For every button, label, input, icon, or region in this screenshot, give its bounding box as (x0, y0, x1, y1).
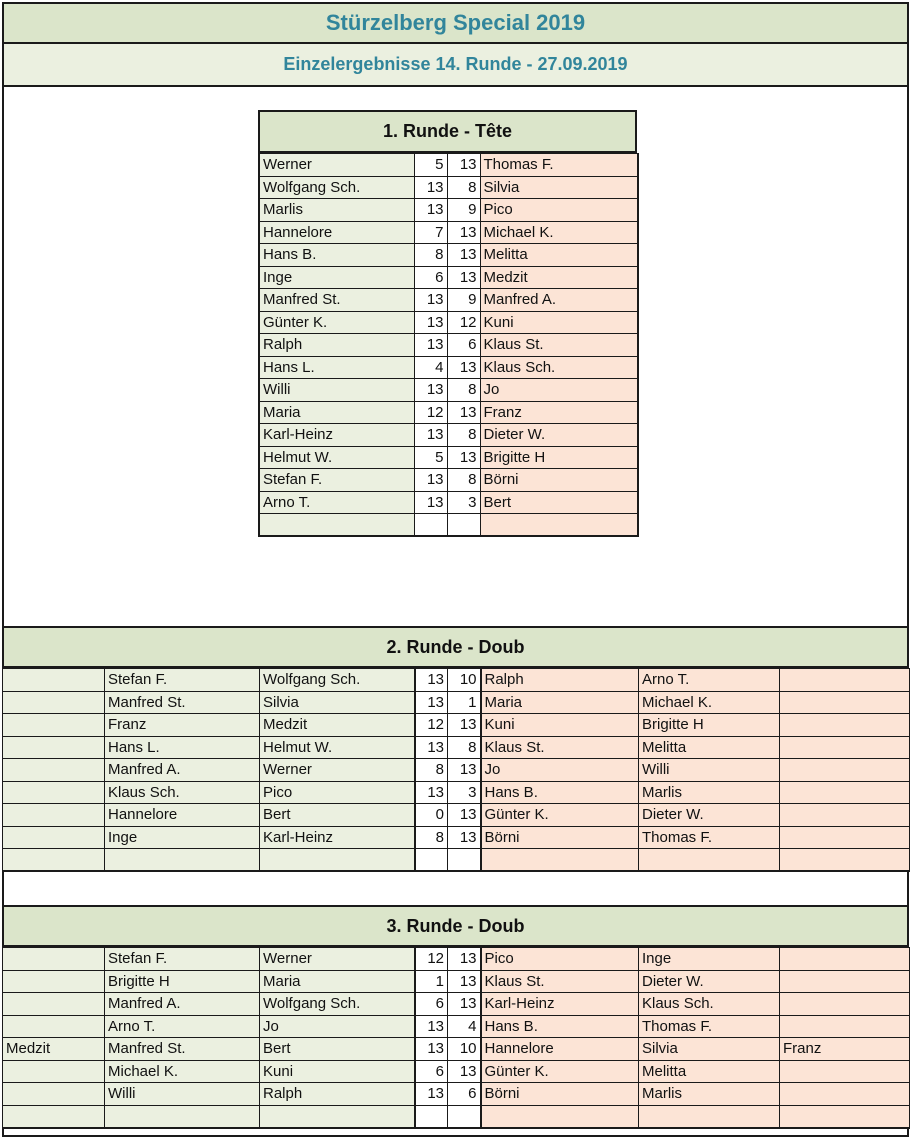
player-a: Hans L. (259, 356, 414, 379)
player-b2 (639, 1105, 780, 1128)
player-b1: Jo (481, 759, 639, 782)
table-row (259, 491, 638, 514)
table-row (3, 781, 910, 804)
score-b: 13 (448, 826, 481, 849)
player-a1: Willi (105, 1083, 260, 1106)
player-a1: Manfred St. (105, 1038, 260, 1061)
player-b1: Klaus St. (481, 736, 639, 759)
table-row (259, 176, 638, 199)
score-b: 13 (447, 401, 480, 424)
score-a: 13 (414, 491, 447, 514)
score-b: 8 (448, 736, 481, 759)
score-b: 13 (448, 1060, 481, 1083)
player-a0 (3, 781, 105, 804)
player-a1: Manfred A. (105, 993, 260, 1016)
score-b: 13 (448, 759, 481, 782)
player-a2: Wolfgang Sch. (260, 993, 415, 1016)
player-a2: Maria (260, 970, 415, 993)
player-b3 (780, 1060, 910, 1083)
score-b: 10 (448, 669, 481, 692)
round2-title: 2. Runde - Doub (2, 626, 909, 668)
table-row (259, 154, 638, 177)
player-b2: Dieter W. (639, 970, 780, 993)
player-a: Manfred St. (259, 289, 414, 312)
player-a0 (3, 948, 105, 971)
player-a: Günter K. (259, 311, 414, 334)
player-b3 (780, 1015, 910, 1038)
player-b2: Inge (639, 948, 780, 971)
round2-table (2, 668, 910, 872)
player-a0 (3, 714, 105, 737)
player-b2: Arno T. (639, 669, 780, 692)
table-row (3, 1060, 910, 1083)
player-a0 (3, 736, 105, 759)
player-a1: Manfred A. (105, 759, 260, 782)
round3-title: 3. Runde - Doub (2, 905, 909, 947)
player-a1: Inge (105, 826, 260, 849)
player-a2: Ralph (260, 1083, 415, 1106)
table-row (259, 401, 638, 424)
player-a1: Michael K. (105, 1060, 260, 1083)
player-b3 (780, 736, 910, 759)
player-b1: Klaus St. (481, 970, 639, 993)
player-b2: Thomas F. (639, 1015, 780, 1038)
player-b3 (780, 1105, 910, 1128)
score-b: 13 (448, 970, 481, 993)
player-b1: Kuni (481, 714, 639, 737)
player-b3 (780, 993, 910, 1016)
player-b: Bert (480, 491, 638, 514)
player-b: Kuni (480, 311, 638, 334)
score-b: 13 (448, 714, 481, 737)
player-b: Michael K. (480, 221, 638, 244)
player-a0 (3, 826, 105, 849)
player-b: Jo (480, 379, 638, 402)
player-b1: Maria (481, 691, 639, 714)
score-a: 13 (415, 1038, 448, 1061)
player-a2: Karl-Heinz (260, 826, 415, 849)
player-b: Klaus Sch. (480, 356, 638, 379)
score-b: 9 (447, 199, 480, 222)
player-b1: Ralph (481, 669, 639, 692)
score-a: 12 (415, 948, 448, 971)
player-b3 (780, 714, 910, 737)
player-a (259, 514, 414, 537)
player-b1 (481, 849, 639, 872)
player-b3: Franz (780, 1038, 910, 1061)
player-b: Börni (480, 469, 638, 492)
score-a (415, 849, 448, 872)
table-row (3, 826, 910, 849)
score-a: 5 (414, 154, 447, 177)
table-row (259, 334, 638, 357)
player-b3 (780, 759, 910, 782)
score-b: 13 (447, 446, 480, 469)
player-a2: Bert (260, 1038, 415, 1061)
table-row (3, 714, 910, 737)
player-a: Willi (259, 379, 414, 402)
table-row (259, 469, 638, 492)
player-a: Arno T. (259, 491, 414, 514)
player-b1: Hans B. (481, 781, 639, 804)
player-b2: Dieter W. (639, 804, 780, 827)
score-b: 9 (447, 289, 480, 312)
table-row (259, 446, 638, 469)
player-b: Klaus St. (480, 334, 638, 357)
player-a: Maria (259, 401, 414, 424)
player-a2: Kuni (260, 1060, 415, 1083)
player-b3 (780, 804, 910, 827)
player-b2: Willi (639, 759, 780, 782)
score-a: 12 (415, 714, 448, 737)
player-a0 (3, 1105, 105, 1128)
player-a1 (105, 1105, 260, 1128)
player-a0: Medzit (3, 1038, 105, 1061)
player-b2 (639, 849, 780, 872)
table-row (259, 199, 638, 222)
player-a: Hannelore (259, 221, 414, 244)
player-b2: Melitta (639, 736, 780, 759)
player-a2: Werner (260, 759, 415, 782)
player-b2: Michael K. (639, 691, 780, 714)
score-b (447, 514, 480, 537)
table-row (3, 1038, 910, 1061)
score-b: 8 (447, 176, 480, 199)
player-a0 (3, 1015, 105, 1038)
score-a: 13 (414, 334, 447, 357)
player-b1: Hannelore (481, 1038, 639, 1061)
player-b3 (780, 669, 910, 692)
score-a (414, 514, 447, 537)
player-b1: Günter K. (481, 1060, 639, 1083)
score-a: 6 (415, 993, 448, 1016)
score-a: 13 (414, 289, 447, 312)
player-b2: Marlis (639, 781, 780, 804)
player-a2: Jo (260, 1015, 415, 1038)
table-row (259, 266, 638, 289)
score-b: 13 (448, 948, 481, 971)
player-a1: Hannelore (105, 804, 260, 827)
player-a2: Werner (260, 948, 415, 971)
score-a: 13 (414, 311, 447, 334)
player-a0 (3, 669, 105, 692)
table-row (3, 691, 910, 714)
player-b1: Börni (481, 1083, 639, 1106)
score-b: 6 (447, 334, 480, 357)
player-b3 (780, 849, 910, 872)
score-a: 13 (414, 176, 447, 199)
player-a: Werner (259, 154, 414, 177)
table-row (259, 244, 638, 267)
player-a2: Silvia (260, 691, 415, 714)
page-subtitle: Einzelergebnisse 14. Runde - 27.09.2019 (2, 44, 909, 87)
player-a2: Medzit (260, 714, 415, 737)
score-a: 13 (414, 379, 447, 402)
player-a: Ralph (259, 334, 414, 357)
player-a1 (105, 849, 260, 872)
player-b2: Klaus Sch. (639, 993, 780, 1016)
player-b2: Silvia (639, 1038, 780, 1061)
player-b3 (780, 970, 910, 993)
table-row (259, 289, 638, 312)
player-b: Franz (480, 401, 638, 424)
table-row (3, 970, 910, 993)
score-a: 13 (415, 1015, 448, 1038)
table-row (3, 759, 910, 782)
table-row (3, 804, 910, 827)
player-b (480, 514, 638, 537)
player-a2: Wolfgang Sch. (260, 669, 415, 692)
score-a: 13 (415, 781, 448, 804)
score-a: 6 (414, 266, 447, 289)
player-b1: Pico (481, 948, 639, 971)
score-a: 13 (414, 199, 447, 222)
player-a2 (260, 849, 415, 872)
player-a0 (3, 849, 105, 872)
player-b2: Thomas F. (639, 826, 780, 849)
player-b: Manfred A. (480, 289, 638, 312)
score-a: 13 (415, 669, 448, 692)
player-b1 (481, 1105, 639, 1128)
score-a: 5 (414, 446, 447, 469)
score-b: 3 (447, 491, 480, 514)
score-b: 13 (447, 221, 480, 244)
score-b: 1 (448, 691, 481, 714)
player-a2: Pico (260, 781, 415, 804)
score-a: 13 (414, 469, 447, 492)
player-a0 (3, 691, 105, 714)
player-a: Hans B. (259, 244, 414, 267)
table-row (259, 221, 638, 244)
score-b: 13 (447, 244, 480, 267)
player-b: Dieter W. (480, 424, 638, 447)
player-a: Helmut W. (259, 446, 414, 469)
player-b1: Karl-Heinz (481, 993, 639, 1016)
table-row (259, 311, 638, 334)
player-a: Karl-Heinz (259, 424, 414, 447)
score-b: 10 (448, 1038, 481, 1061)
player-a0 (3, 1060, 105, 1083)
score-b: 13 (447, 266, 480, 289)
score-b: 13 (447, 154, 480, 177)
score-a: 13 (415, 691, 448, 714)
player-b: Melitta (480, 244, 638, 267)
player-a0 (3, 759, 105, 782)
table-row (259, 356, 638, 379)
score-a: 8 (415, 826, 448, 849)
table-row (3, 993, 910, 1016)
player-a1: Manfred St. (105, 691, 260, 714)
player-a2: Helmut W. (260, 736, 415, 759)
score-a: 12 (414, 401, 447, 424)
score-a: 13 (415, 1083, 448, 1106)
player-a1: Arno T. (105, 1015, 260, 1038)
score-b: 13 (447, 356, 480, 379)
score-b (448, 1105, 481, 1128)
score-a: 0 (415, 804, 448, 827)
page-title: Stürzelberg Special 2019 (2, 2, 909, 44)
player-b3 (780, 826, 910, 849)
table-row (259, 379, 638, 402)
player-b: Medzit (480, 266, 638, 289)
player-b: Silvia (480, 176, 638, 199)
player-b2: Marlis (639, 1083, 780, 1106)
table-row (3, 669, 910, 692)
player-a: Marlis (259, 199, 414, 222)
player-a2 (260, 1105, 415, 1128)
round3-table (2, 947, 910, 1129)
player-b1: Börni (481, 826, 639, 849)
score-b (448, 849, 481, 872)
player-b3 (780, 948, 910, 971)
score-a: 4 (414, 356, 447, 379)
player-a1: Stefan F. (105, 669, 260, 692)
table-row (259, 514, 638, 537)
score-a: 8 (414, 244, 447, 267)
player-a0 (3, 804, 105, 827)
score-b: 8 (447, 379, 480, 402)
table-row (3, 948, 910, 971)
player-b2: Melitta (639, 1060, 780, 1083)
player-a1: Hans L. (105, 736, 260, 759)
player-b: Brigitte H (480, 446, 638, 469)
score-a: 1 (415, 970, 448, 993)
score-a: 13 (414, 424, 447, 447)
player-b3 (780, 781, 910, 804)
score-a: 7 (414, 221, 447, 244)
table-row (259, 424, 638, 447)
player-a: Wolfgang Sch. (259, 176, 414, 199)
player-a: Inge (259, 266, 414, 289)
score-a (415, 1105, 448, 1128)
score-a: 8 (415, 759, 448, 782)
player-b2: Brigitte H (639, 714, 780, 737)
score-a: 13 (415, 736, 448, 759)
player-b1: Günter K. (481, 804, 639, 827)
score-b: 4 (448, 1015, 481, 1038)
player-a: Stefan F. (259, 469, 414, 492)
player-a1: Stefan F. (105, 948, 260, 971)
score-a: 6 (415, 1060, 448, 1083)
player-b3 (780, 691, 910, 714)
player-b: Thomas F. (480, 154, 638, 177)
table-row (3, 1105, 910, 1128)
score-b: 6 (448, 1083, 481, 1106)
score-b: 3 (448, 781, 481, 804)
table-row (3, 736, 910, 759)
score-b: 8 (447, 469, 480, 492)
player-a1: Brigitte H (105, 970, 260, 993)
player-b3 (780, 1083, 910, 1106)
player-b: Pico (480, 199, 638, 222)
score-b: 13 (448, 993, 481, 1016)
table-row (3, 1015, 910, 1038)
player-a0 (3, 970, 105, 993)
player-a2: Bert (260, 804, 415, 827)
player-a1: Franz (105, 714, 260, 737)
round1-table (258, 153, 639, 537)
score-b: 8 (447, 424, 480, 447)
table-row (3, 1083, 910, 1106)
player-a1: Klaus Sch. (105, 781, 260, 804)
table-row (3, 849, 910, 872)
player-a0 (3, 993, 105, 1016)
score-b: 12 (447, 311, 480, 334)
score-b: 13 (448, 804, 481, 827)
player-b1: Hans B. (481, 1015, 639, 1038)
round1-title: 1. Runde - Tête (258, 110, 637, 153)
player-a0 (3, 1083, 105, 1106)
